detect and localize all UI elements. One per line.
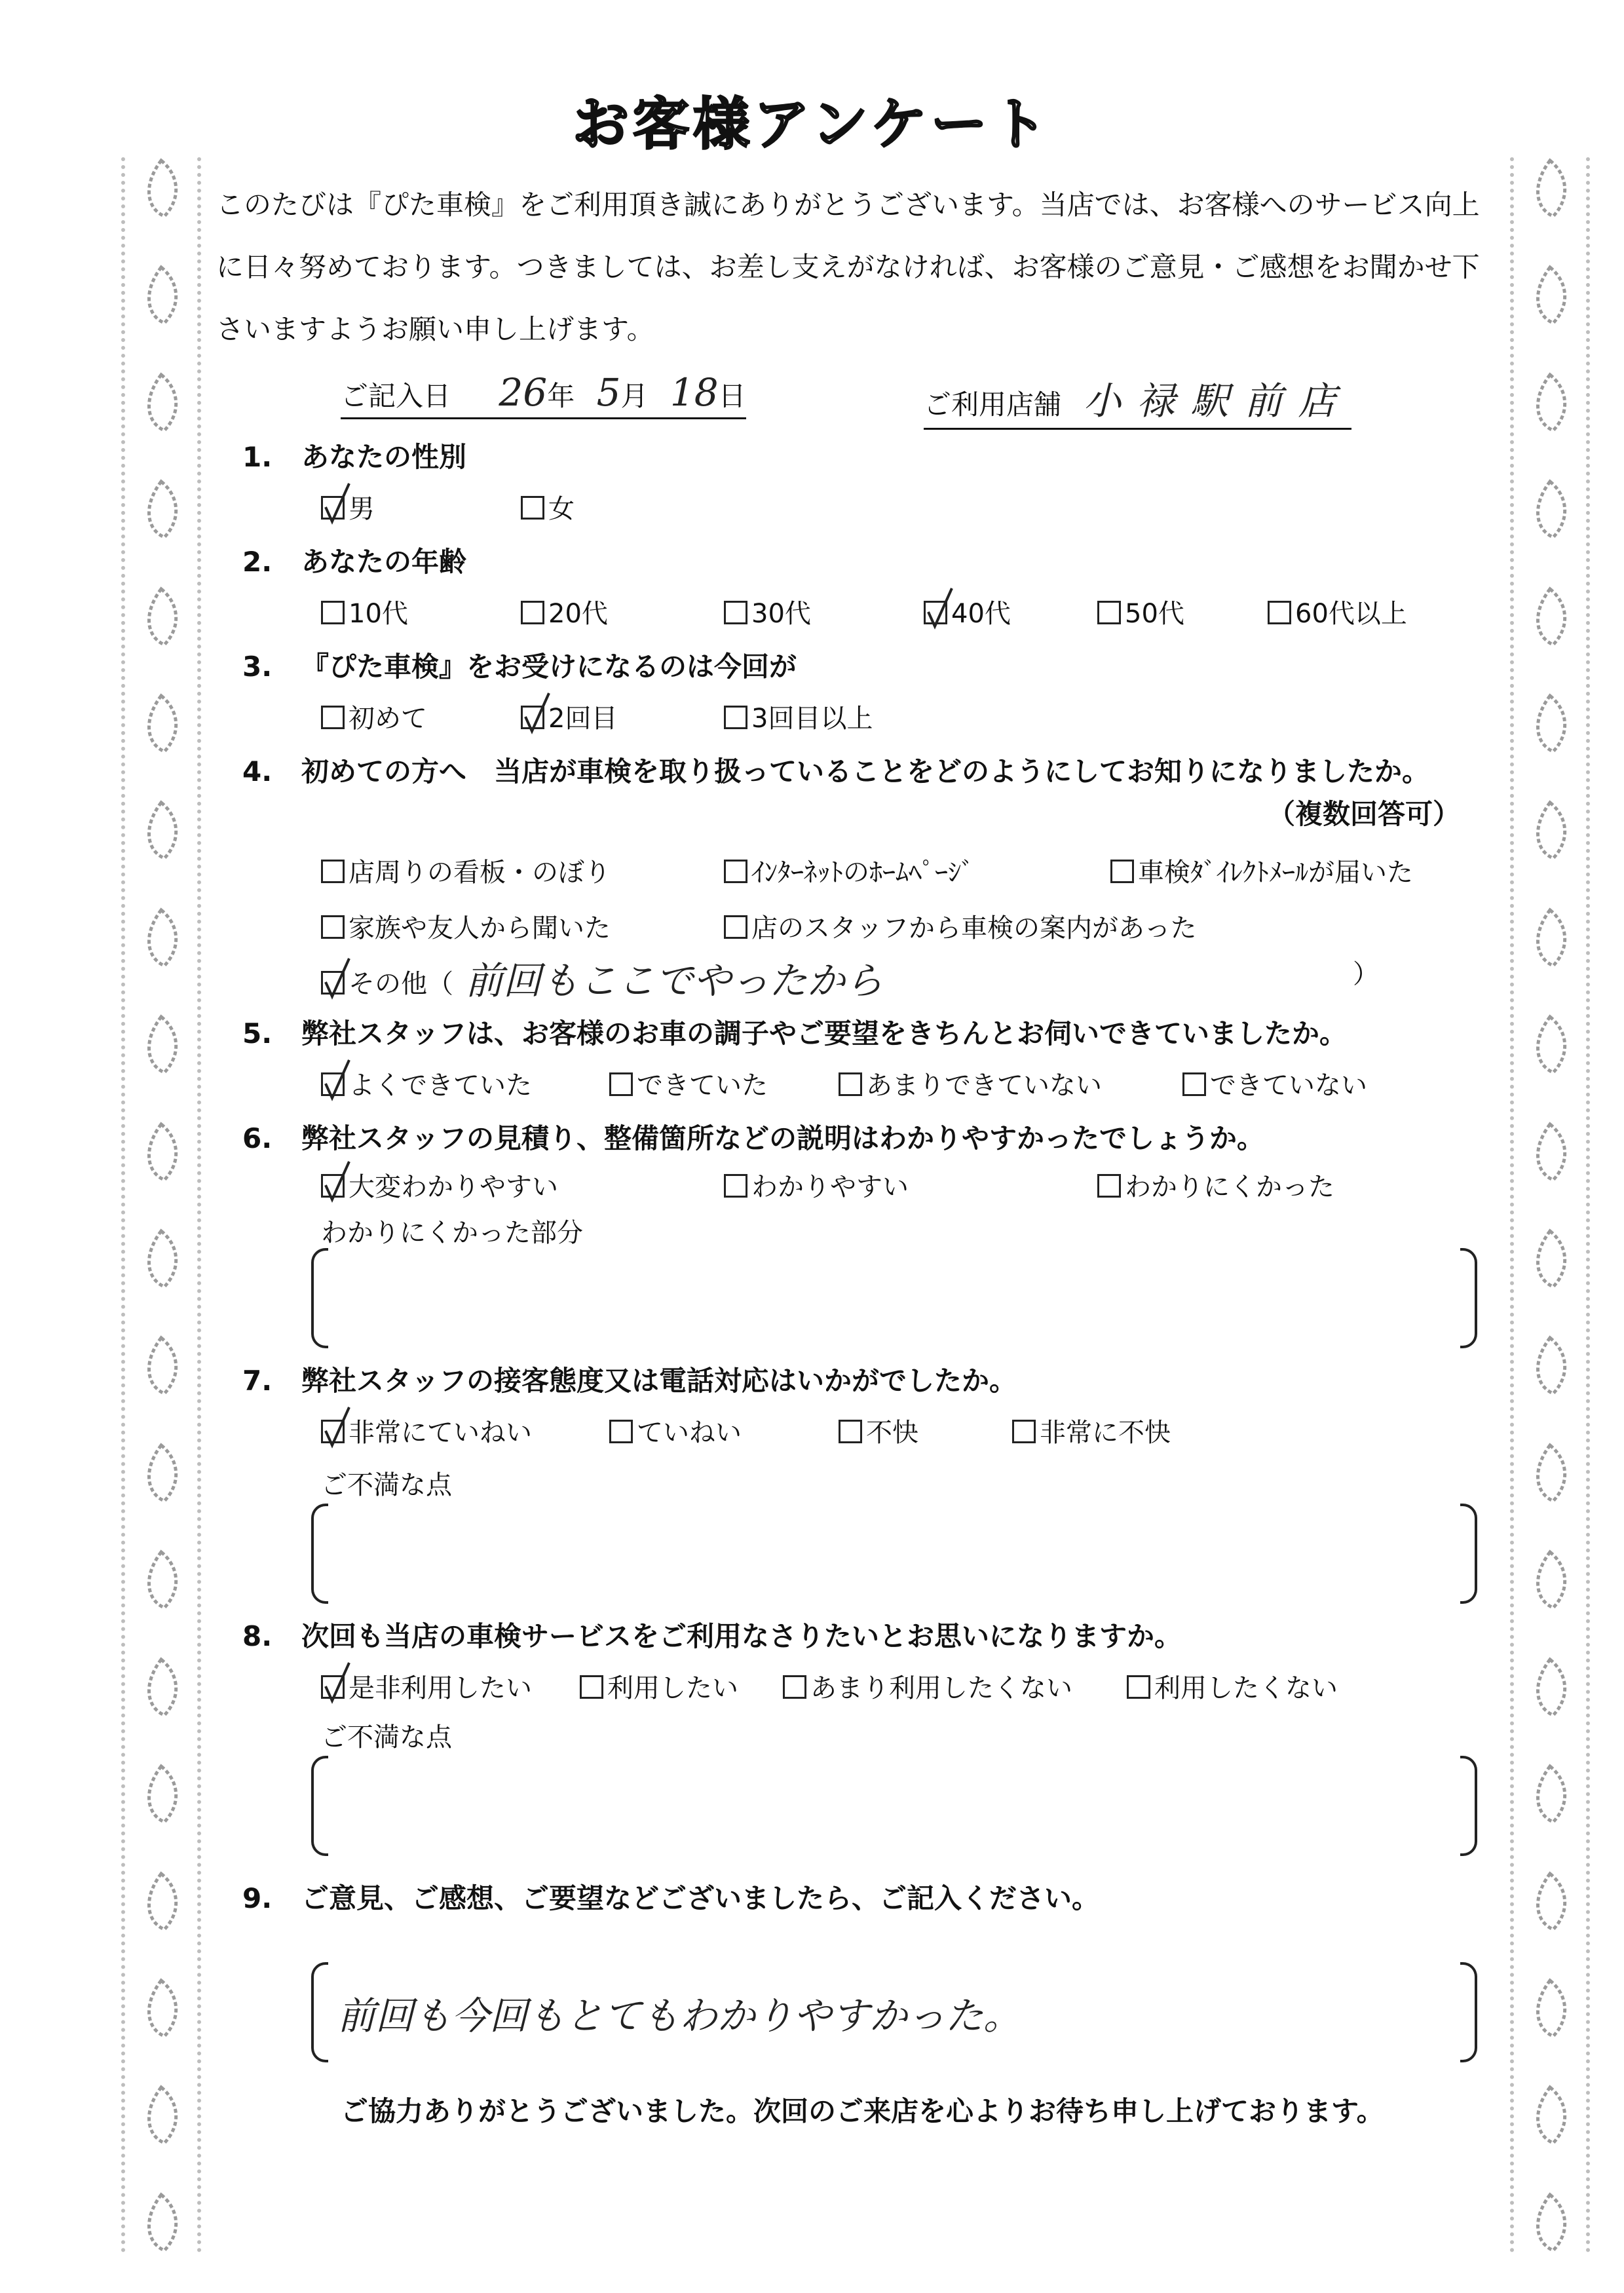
- leaf-ornament-icon: [138, 586, 184, 648]
- leaf-ornament-icon: [138, 1656, 184, 1718]
- multiple-answers-note: （複数回答可）: [1268, 798, 1461, 830]
- check-mark-icon: [320, 1159, 353, 1205]
- leaf-ornament-icon: [138, 2191, 184, 2254]
- left-ornament-border: [121, 157, 201, 2254]
- leaf-ornament-icon: [138, 1442, 184, 1504]
- option-unpleasant[interactable]: 不快: [839, 1412, 918, 1449]
- option-age-40s[interactable]: 40代: [924, 593, 1011, 630]
- comments-answer-text: 前回も今回もとてもわかりやすかった。: [337, 1994, 1022, 2038]
- option-female[interactable]: 女: [521, 488, 575, 525]
- check-mark-icon: [320, 1405, 353, 1450]
- complaints-answer-box-q8[interactable]: [311, 1756, 1477, 1851]
- question-7: 7. 弊社スタッフの接客態度又は電話対応はいかがでしたか。: [242, 1365, 1017, 1397]
- complaints-answer-box-q7[interactable]: [311, 1504, 1477, 1599]
- closing-message: ご協力ありがとうございました。次回のご来店を心よりお待ち申し上げております。: [341, 2095, 1384, 2127]
- leaf-ornament-icon: [138, 1763, 184, 1825]
- leaf-ornament-icon: [1527, 1549, 1573, 1611]
- leaf-ornament-icon: [138, 1870, 184, 1933]
- question-3: 3. 『ぴた車検』をお受けになるのは今回が: [242, 651, 797, 683]
- option-not-well[interactable]: できていない: [1182, 1065, 1367, 1102]
- leaf-ornament-icon: [138, 1977, 184, 2039]
- date-month: 5: [596, 370, 621, 415]
- leaf-ornament-icon: [138, 799, 184, 862]
- leaf-ornament-icon: [138, 2084, 184, 2146]
- option-age-10s[interactable]: 10代: [321, 593, 408, 630]
- leaf-ornament-icon: [1527, 1870, 1573, 1933]
- leaf-ornament-icon: [138, 1549, 184, 1611]
- check-mark-icon: [320, 956, 353, 1002]
- month-unit: 月: [620, 380, 649, 412]
- complaints-label-q7: ご不満な点: [321, 1470, 452, 1500]
- option-not-use[interactable]: 利用したくない: [1127, 1667, 1338, 1705]
- option-very-polite[interactable]: 非常にていねい: [321, 1412, 532, 1449]
- leaf-ornament-icon: [1527, 907, 1573, 969]
- question-6: 6. 弊社スタッフの見積り、整備箇所などの説明はわかりやすかったでしょうか。: [242, 1122, 1265, 1154]
- leaf-ornament-icon: [1527, 1121, 1573, 1183]
- date-label: ご記入日: [341, 380, 451, 412]
- leaf-ornament-icon: [138, 264, 184, 326]
- option-homepage[interactable]: ｲﾝﾀｰﾈｯﾄのﾎｰﾑﾍﾟｰｼﾞ: [724, 852, 974, 889]
- leaf-ornament-icon: [138, 1228, 184, 1290]
- other-reason-text: 前回もここでやったから: [465, 958, 884, 1003]
- check-mark-icon: [520, 691, 553, 736]
- check-mark-icon: [320, 1057, 353, 1103]
- hard-parts-answer-box[interactable]: [311, 1248, 1477, 1343]
- question-2: 2. あなたの年齢: [242, 546, 467, 578]
- leaf-ornament-icon: [138, 478, 184, 540]
- day-unit: 日: [718, 380, 746, 412]
- store-field[interactable]: [924, 370, 1351, 430]
- option-first-time[interactable]: 初めて: [321, 698, 427, 735]
- option-staff-guidance[interactable]: 店のスタッフから車検の案内があった: [724, 907, 1197, 945]
- date-field[interactable]: [341, 370, 746, 419]
- leaf-ornament-icon: [138, 1014, 184, 1076]
- leaf-ornament-icon: [1527, 1442, 1573, 1504]
- option-second-time[interactable]: 2回目: [521, 698, 617, 735]
- option-not-very-well[interactable]: あまりできていない: [839, 1065, 1102, 1102]
- leaf-ornament-icon: [1527, 1656, 1573, 1718]
- checkbox[interactable]: [321, 496, 345, 520]
- option-third-plus[interactable]: 3回目以上: [724, 698, 873, 735]
- right-ornament-border: [1510, 157, 1590, 2254]
- leaf-ornament-icon: [138, 1335, 184, 1397]
- option-well[interactable]: できていた: [609, 1065, 768, 1102]
- option-direct-mail[interactable]: 車検ﾀﾞｲﾚｸﾄﾒｰﾙが届いた: [1110, 852, 1413, 889]
- option-other[interactable]: その他（: [321, 963, 453, 1000]
- store-label: ご利用店舗: [924, 388, 1062, 421]
- option-not-really-use[interactable]: あまり利用したくない: [783, 1667, 1072, 1705]
- intro-text: このたびは『ぴた車検』をご利用頂き誠にありがとうございます。当店では、お客様へのサービス向上に日々努めております。つきましては、お差し支えがなければ、お客様のご意見・ご感想をお聞かせ下さいますようお願い申し上げます。: [216, 189, 1480, 345]
- date-day: 18: [670, 370, 719, 415]
- leaf-ornament-icon: [1527, 478, 1573, 540]
- leaf-ornament-icon: [1527, 157, 1573, 219]
- leaf-ornament-icon: [1527, 692, 1573, 755]
- leaf-ornament-icon: [1527, 1977, 1573, 2039]
- check-mark-icon: [320, 481, 353, 527]
- option-easy[interactable]: わかりやすい: [724, 1166, 909, 1203]
- leaf-ornament-icon: [1527, 586, 1573, 648]
- leaf-ornament-icon: [138, 371, 184, 434]
- option-hard[interactable]: わかりにくかった: [1097, 1166, 1334, 1203]
- option-age-20s[interactable]: 20代: [521, 593, 608, 630]
- hard-parts-label: わかりにくかった部分: [321, 1218, 583, 1248]
- option-definitely-use[interactable]: 是非利用したい: [321, 1667, 532, 1705]
- other-close-paren: ）: [1353, 959, 1379, 989]
- option-male[interactable]: 男: [321, 488, 375, 525]
- leaf-ornament-icon: [1527, 2084, 1573, 2146]
- option-signboard[interactable]: 店周りの看板・のぼり: [321, 852, 611, 889]
- check-mark-icon: [320, 1660, 353, 1706]
- leaf-ornament-icon: [138, 692, 184, 755]
- option-age-60s-plus[interactable]: 60代以上: [1268, 593, 1407, 630]
- leaf-ornament-icon: [1527, 264, 1573, 326]
- option-family-friends[interactable]: 家族や友人から聞いた: [321, 907, 611, 945]
- option-age-50s[interactable]: 50代: [1097, 593, 1184, 630]
- leaf-ornament-icon: [1527, 2191, 1573, 2254]
- leaf-ornament-icon: [138, 157, 184, 219]
- option-very-unpleasant[interactable]: 非常に不快: [1012, 1412, 1171, 1449]
- question-4: 4. 初めての方へ 当店が車検を取り扱っていることをどのようにしてお知りになりましたか。: [242, 755, 1430, 787]
- question-5: 5. 弊社スタッフは、お客様のお車の調子やご要望をきちんとお伺いできていましたか。: [242, 1017, 1348, 1050]
- checkbox[interactable]: [521, 496, 544, 520]
- leaf-ornament-icon: [1527, 371, 1573, 434]
- option-polite[interactable]: ていねい: [609, 1412, 742, 1449]
- year-unit: 年: [547, 380, 575, 412]
- leaf-ornament-icon: [1527, 1763, 1573, 1825]
- leaf-ornament-icon: [1527, 1228, 1573, 1290]
- question-1: 1. あなたの性別: [242, 441, 467, 473]
- store-name: 小禄駅前店: [1083, 379, 1352, 423]
- complaints-label-q8: ご不満な点: [321, 1722, 452, 1753]
- page-title: お客様アンケート: [573, 92, 1051, 157]
- date-year: 26: [499, 370, 548, 415]
- question-8: 8. 次回も当店の車検サービスをご利用なさりたいとお思いになりますか。: [242, 1620, 1182, 1652]
- option-very-well[interactable]: よくできていた: [321, 1065, 532, 1102]
- option-very-easy[interactable]: 大変わかりやすい: [321, 1166, 558, 1203]
- leaf-ornament-icon: [1527, 1335, 1573, 1397]
- leaf-ornament-icon: [1527, 799, 1573, 862]
- check-mark-icon: [923, 586, 956, 632]
- leaf-ornament-icon: [138, 1121, 184, 1183]
- option-age-30s[interactable]: 30代: [724, 593, 811, 630]
- leaf-ornament-icon: [138, 907, 184, 969]
- option-use[interactable]: 利用したい: [580, 1667, 738, 1705]
- question-9: 9. ご意見、ご感想、ご要望などございましたら、ご記入ください。: [242, 1882, 1100, 1914]
- leaf-ornament-icon: [1527, 1014, 1573, 1076]
